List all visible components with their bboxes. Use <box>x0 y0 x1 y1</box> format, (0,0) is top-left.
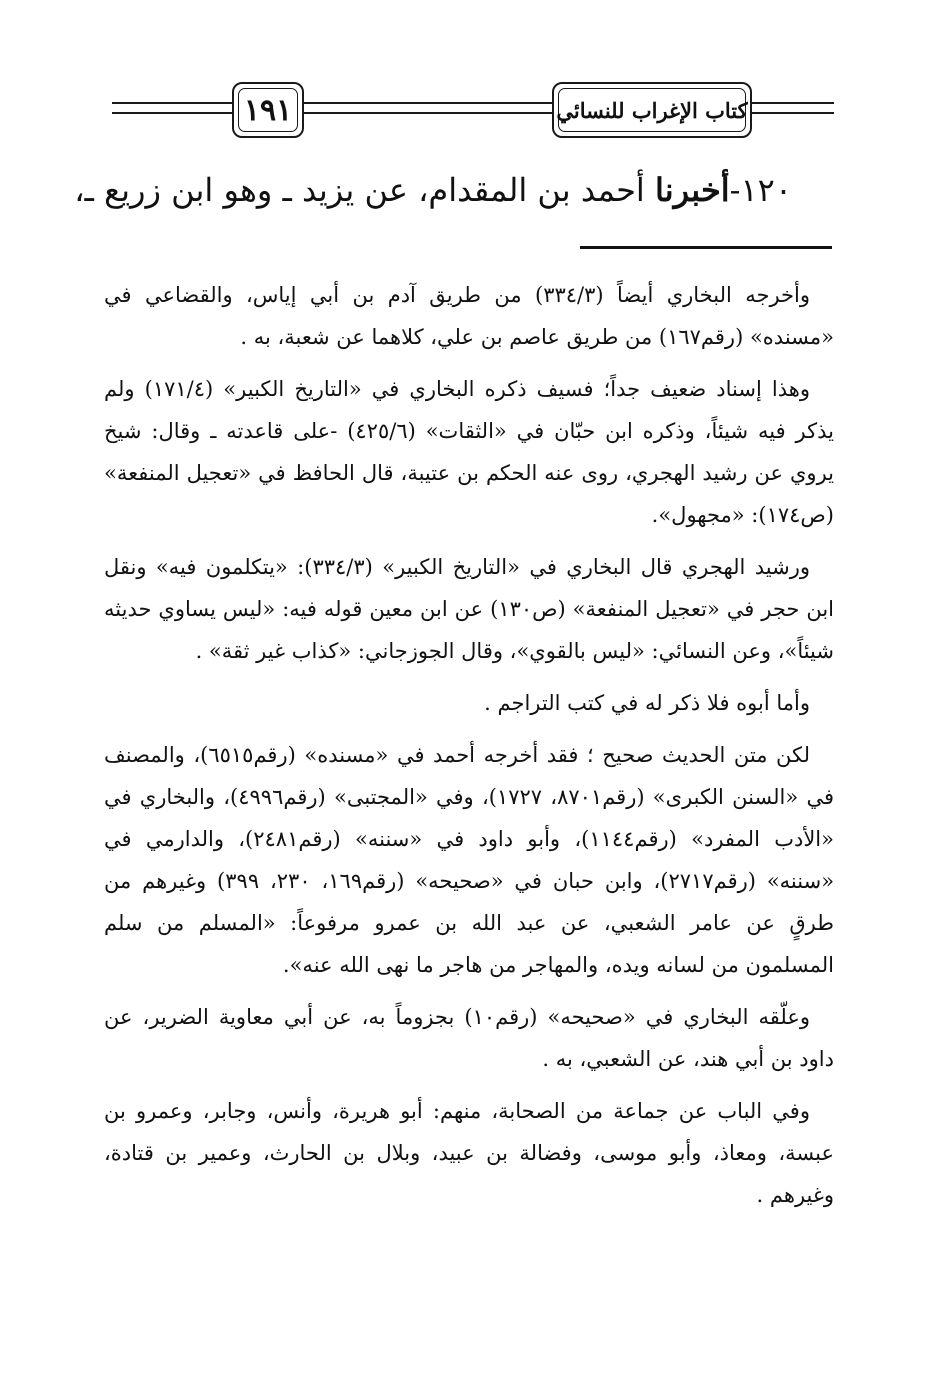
book-title-box <box>552 82 752 138</box>
header-rule-right-top <box>746 102 834 104</box>
header-rule-left-bottom <box>112 112 234 114</box>
header-rule-middle-bottom <box>298 112 554 114</box>
commentary-paragraph: وأما أبوه فلا ذكر له في كتب التراجم . <box>484 691 810 715</box>
commentary-paragraph: وعلّقه البخاري في «صحيحه» (رقم١٠) بجزوماً به، عن أبي معاوية الضرير، عن داود بن أبي هند، عن الشعبي، به . <box>104 1005 834 1071</box>
footnote-separator <box>580 246 832 249</box>
commentary-paragraph: وهذا إسناد ضعيف جداً؛ فسيف ذكره البخاري في «التاريخ الكبير» (١٧١/٤) ولم يذكر فيه شيئاً، وذكره ابن حبّان في «الثقات» (٤٢٥/٦) -على قاعدته ـ وقال: شيخ يروي عن رشيد الهجري، روى عنه الحكم بن عتيبة، قال الحافظ في «تعجيل المنفعة» (ص١٧٤): «مجهول». <box>104 377 834 527</box>
page-number: ١٩١ <box>243 92 293 128</box>
header-rule-middle-top <box>298 102 554 104</box>
hadith-lead-word: أخبرنا <box>654 171 730 209</box>
commentary-paragraph: وأخرجه البخاري أيضاً (٣٣٤/٣) من طريق آدم بن أبي إياس، والقضاعي في «مسنده» (رقم١٦٧) من طريق عاصم بن علي، كلاهما عن شعبة، به . <box>104 283 834 349</box>
hadith-number: ١٢٠- <box>729 171 792 209</box>
commentary-paragraph: وفي الباب عن جماعة من الصحابة، منهم: أبو هريرة، وأنس، وجابر، وعمرو بن عبسة، ومعاذ، وأبو موسى، وفضالة بن عبيد، وبلال بن الحارث، وعمير بن قتادة، وغيرهم . <box>104 1099 834 1207</box>
commentary-paragraph: لكن متن الحديث صحيح ؛ فقد أخرجه أحمد في «مسنده» (رقم٦٥١٥)، والمصنف في «السنن الكبرى» (رقم٨٧٠١، ١٧٢٧)، وفي «المجتبى» (رقم٤٩٩٦)، والبخاري في «الأدب المفرد» (رقم١١٤٤)، وأبو داود في «سننه» (رقم٢٤٨١)، والدارمي في «سننه» (رقم٢٧١٧)، وابن حبان في «صحيحه» (رقم١٦٩، ٢٣٠، ٣٩٩) وغيرهم من طرقٍ عن عامر الشعبي، عن عبد الله بن عمرو مرفوعاً: «المسلم من سلم المسلمون من لسانه ويده، والمهاجر من هاجر ما نهى الله عنه». <box>104 743 835 977</box>
book-title: كتاب الإغراب للنسائي <box>556 97 748 123</box>
hadith-heading <box>74 164 792 216</box>
commentary-paragraph: ورشيد الهجري قال البخاري في «التاريخ الكبير» (٣٣٤/٣): «يتكلمون فيه» ونقل ابن حجر في «تعجيل المنفعة» (ص١٣٠) عن ابن معين قوله فيه: «ليس يساوي حديثه شيئاً»، وعن النسائي: «ليس بالقوي»، وقال الجوزجاني: «كذاب غير ثقة» . <box>104 555 834 663</box>
header-rule-right-bottom <box>746 112 834 114</box>
commentary-body <box>104 274 834 1226</box>
hadith-text: أحمد بن المقدام، عن يزيد ـ وهو ابن زريع ـ، <box>74 171 655 209</box>
header-rule-left-top <box>112 102 234 104</box>
page-number-box <box>232 82 304 138</box>
